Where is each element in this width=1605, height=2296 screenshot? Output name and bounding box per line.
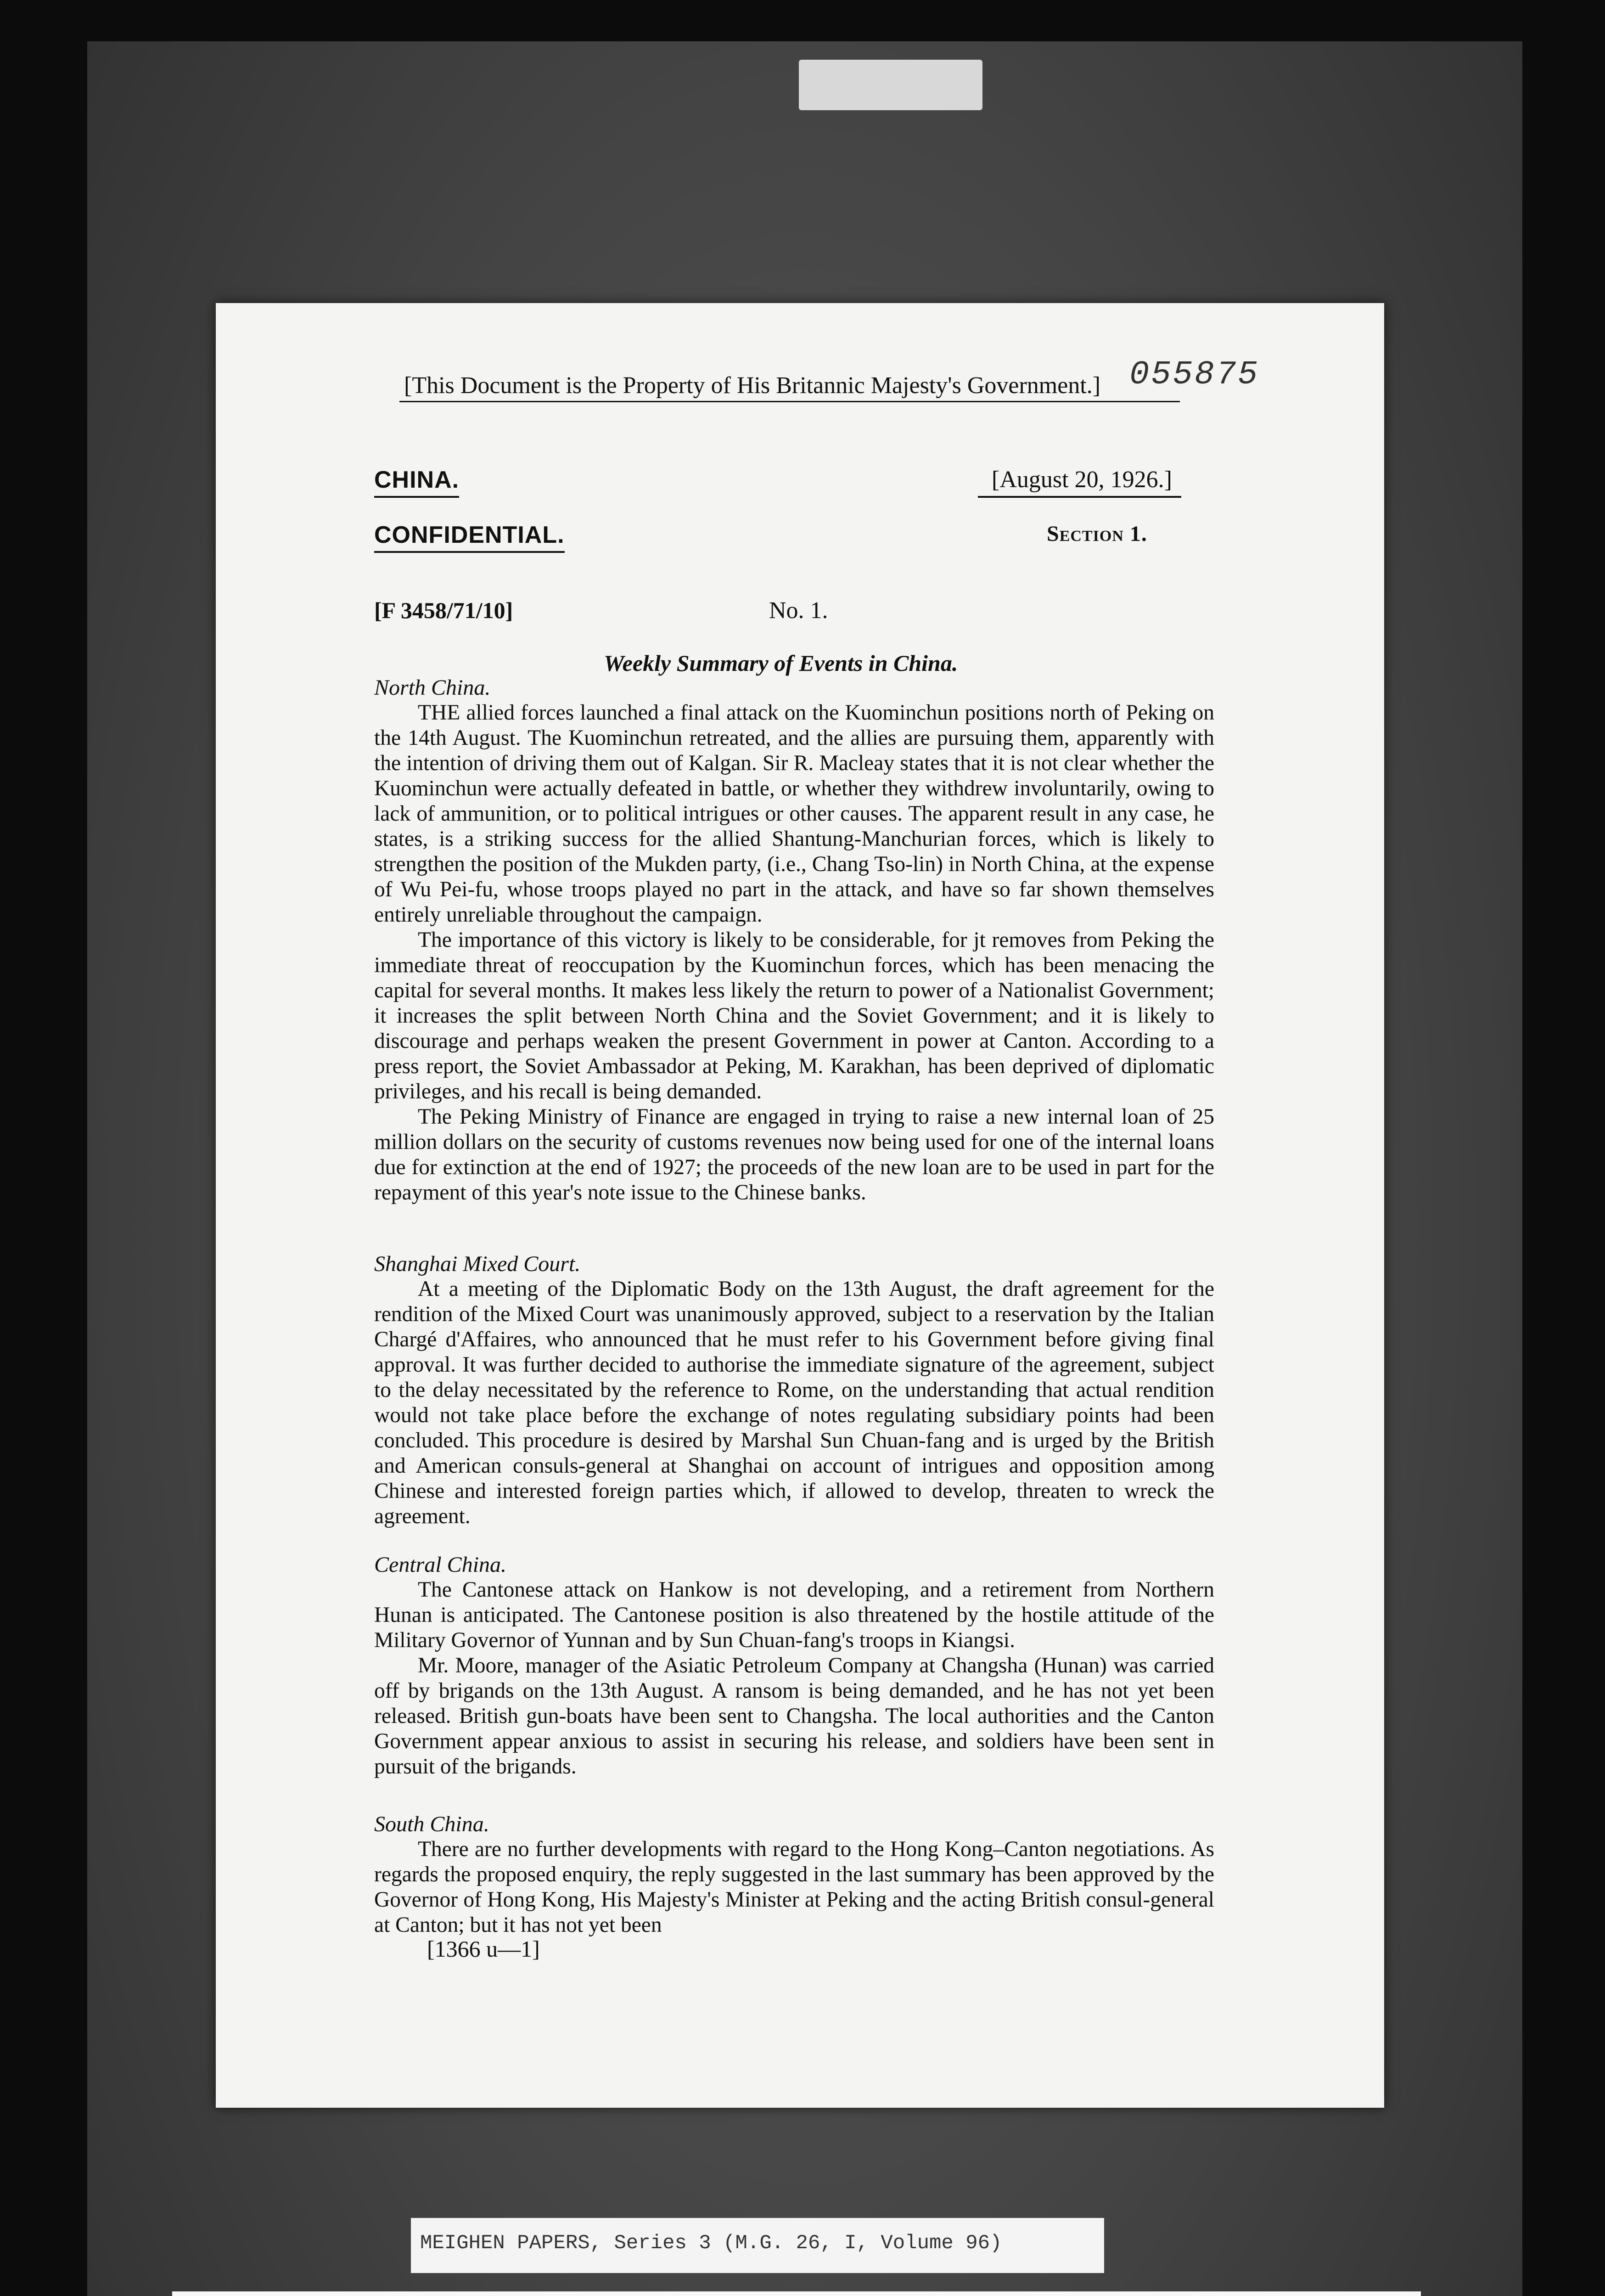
binder-clip [799, 60, 982, 110]
section-heading: Shanghai Mixed Court. [374, 1252, 581, 1276]
section-heading: South China. [374, 1812, 489, 1836]
stamp-number: 055875 [1129, 356, 1260, 394]
print-reference: [ 1366 u—1 ] [427, 1936, 540, 1962]
section-heading: North China. [374, 675, 491, 700]
country-heading [374, 466, 459, 494]
paragraph: The Cantonese attack on Hankow is not developing, and a retirement from Northern Hunan is anticipated. The Cantonese position is also threatened by the hostile attitude of the Military Governor of Yunnan and by Sun Chuan-fang's troops in Kiangsi. [374, 1578, 1214, 1652]
paragraph: The importance of this victory is likely to be considerable, for jt removes from Peking the immediate threat of reoccupation by the Kuominchun forces, which has been menacing the capital for several months. It makes less likely the return to power of a Nationalist Government; it increases the split between North China and the Soviet Government; and it is likely to discourage and perhaps weaken the present Government in power at Canton. According to a press report, the Soviet Ambassador at Peking, M. Karakhan, has been deprived of diplomatic privileges, and his recall is being demanded. [374, 928, 1214, 1103]
document-date: [ August 20, 1926. ] [978, 466, 1181, 498]
file-reference: [ F 3458/71/10 ] [374, 597, 513, 624]
section-label: Section 1. [1047, 522, 1147, 546]
paragraph: At a meeting of the Diplomatic Body on the 13th August, the draft agreement for the rendition of the Mixed Court was unanimously approved, subject to a reservation by the Italian Chargé d'Affaires, who announced that he must refer to his Government before giving final approval. It was further decided to authorise the immediate signature of the agreement, subject to the delay necessitated by the reference to Rome, on the understanding that actual rendition would not take place before the exchange of notes regulating subsidiary points had been concluded. This procedure is desired by Marshal Sun Chuan-fang and is urged by the British and American consuls-general at Shanghai on account of intrigues and opposition among Chinese and interested foreign parties which, if allowed to develop, threaten to wreck the agreement. [374, 1277, 1214, 1528]
country-label: CHINA. [374, 467, 459, 498]
section-north-china [374, 675, 1214, 1205]
paragraph: There are no further developments with regard to the Hong Kong–Canton negotiations. As regards the proposed enquiry, the reply suggested in the last summary has been approved by the Governor of Hong Kong, His Majesty's Minister at Peking and the acting British consul-general at Canton; but it has not yet been [374, 1837, 1214, 1937]
document-number: No. 1. [769, 597, 828, 624]
summary-title: Weekly Summary of Events in China. [604, 650, 958, 676]
classification-label: CONFIDENTIAL. [374, 522, 565, 553]
section-shanghai-mixed-court [374, 1251, 1214, 1529]
archives-card [172, 2291, 1421, 2296]
property-notice: [ This Document is the Property of His Britannic Majesty's Government. ] [399, 372, 1180, 402]
archive-label: MEIGHEN PAPERS, Series 3 (M.G. 26, I, Volume 96) [411, 2218, 1104, 2273]
document-page [216, 303, 1384, 2108]
section-central-china [374, 1552, 1214, 1779]
paragraph: Mr. Moore, manager of the Asiatic Petroleum Company at Changsha (Hunan) was carried off by brigands on the 13th August. A ransom is being demanded, and he has not yet been released. British gun-boats have been sent to Changsha. The local authorities and the Canton Government appear anxious to assist in securing his release, and soldiers have been sent in pursuit of the brigands. [374, 1654, 1214, 1778]
paragraph: THE allied forces launched a final attack on the Kuominchun positions north of Peking on the 14th August. The Kuominchun retreated, and the allies are pursuing them, apparently with the intention of driving them out of Kalgan. Sir R. Macleay states that it is not clear whether the Kuominchun were actually defeated in battle, or whether they withdrew involuntarily, owing to lack of ammunition, or to political intrigues or other causes. The apparent result in any case, he states, is a striking success for the allied Shantung-Manchurian forces, which is likely to strengthen the position of the Mukden party, (i.e., Chang Tso-lin) in North China, at the expense of Wu Pei-fu, whose troops played no part in the attack, and have so far shown themselves entirely unreliable throughout the campaign. [374, 701, 1214, 927]
section-south-china [374, 1812, 1214, 1938]
classification-heading [374, 521, 565, 549]
paragraph: The Peking Ministry of Finance are engaged in trying to raise a new internal loan of 25 million dollars on the security of customs revenues now being used for one of the internal loans due for extinction at the end of 1927; the proceeds of the new loan are to be used in part for the repayment of this year's note issue to the Chinese banks. [374, 1105, 1214, 1204]
section-heading: Central China. [374, 1553, 507, 1577]
